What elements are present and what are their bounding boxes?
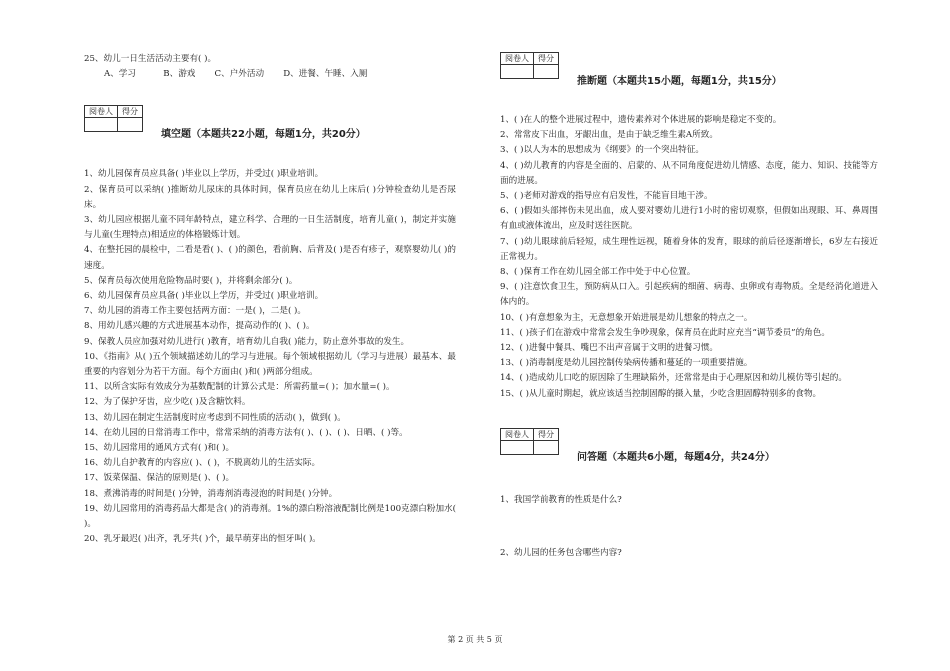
- fill-section-header: [84, 105, 456, 140]
- judge-question: 9、( )注意饮食卫生，预防病从口入。引起疾病的细菌、病毒、虫卵或有毒物质。全是经消化道进入体内的。: [500, 282, 878, 308]
- reviewer-cell: [501, 65, 534, 79]
- fill-question: 14、在幼儿园的日常消毒工作中，常常采纳的消毒方法有( )、( )、( )、日晒、( )等。: [84, 427, 408, 438]
- judge-question: 2、常常皮下出血，牙龈出血，是由于缺乏维生素A所致。: [500, 130, 718, 141]
- fill-question: 10、《指南》从( )五个领域描述幼儿的学习与进展。每个领域根据幼儿（学习与进展）最基本、最重要的内容划分为若干方面。每个方面由( )和( )两部分组成。: [84, 351, 456, 378]
- judge-section-title: 推断题（本题共15小题，每题1分，共15分）: [577, 76, 782, 87]
- qa-section-header: [500, 428, 878, 463]
- fill-question: 16、幼儿自护教育的内容应( )、( )，不脱离幼儿的生活实际。: [84, 458, 321, 469]
- fill-question: 20、乳牙最迟( )出齐，乳牙共( )个，最早萌芽出的恒牙叫( )。: [84, 534, 321, 545]
- fill-question: 12、为了保护牙齿，应少吃( )及含糖饮料。: [84, 397, 251, 408]
- judge-question: 7、( )幼儿眼球前后轻短，成生理性远视，随着身体的发育，眼球的前后径逐渐增长，6岁左右接近正常视力。: [500, 236, 878, 262]
- score-label: 得分: [534, 53, 559, 65]
- fill-question: 6、幼儿园保育员应具备( )毕业以上学历，并受过( )职业培训。: [84, 291, 324, 302]
- score-cell: [534, 440, 559, 454]
- score-box: [84, 105, 143, 132]
- judge-question: 4、( )幼儿教育的内容是全面的、启蒙的、从不同角度促进幼儿情感、态度，能力、知识、技能等方面的进展。: [500, 160, 878, 186]
- judge-question: 12、( )进餐中餐具、嘴巴不出声音属于文明的进餐习惯。: [500, 343, 719, 354]
- reviewer-label: 阅卷人: [85, 106, 118, 118]
- judge-question: 11、( )孩子们在游戏中常常会发生争吵现象，保育员在此时应充当“调节委员”的角色。: [500, 327, 830, 338]
- right-column: [500, 52, 878, 561]
- judge-questions: [500, 113, 878, 402]
- score-box: [500, 52, 559, 79]
- judge-question: 10、( )有意想象为主，无意想象开始进展是幼儿想象的特点之一。: [500, 312, 753, 323]
- fill-question: 5、保育员每次使用危险物品时要( )，并将剩余部分( )。: [84, 275, 298, 286]
- judge-question: 6、( )假如头部摔伤未见出血，成人要对婴幼儿进行1小时的密切观察，但假如出现眼、耳、鼻周围有血或液体流出，应及时送往医院。: [500, 206, 878, 232]
- qa-question: 2、幼儿园的任务包含哪些内容?: [500, 548, 622, 559]
- fill-question: 7、幼儿园的消毒工作主要包括两方面：一是( )，二是( )。: [84, 306, 306, 317]
- fill-question: 4、在整托园的晨检中，二看是看( )、( )的颜色，看前胸、后背及( )是否有疹子，观察婴幼儿( )的速度。: [84, 245, 456, 271]
- fill-section-title: 填空题（本题共22小题，每题1分，共20分）: [161, 129, 366, 141]
- judge-question: 14、( )造成幼儿口吃的原因除了生理缺陷外，还常常是由于心理原因和幼儿模仿等引起的。: [500, 373, 847, 384]
- judge-section-header: [500, 52, 878, 87]
- fill-question: 13、幼儿园在制定生活制度时应考虑到不同性质的活动( )，做到( )。: [84, 412, 346, 423]
- score-box: [500, 428, 559, 455]
- score-label: 得分: [534, 428, 559, 440]
- judge-question: 5、( )老师对游戏的指导应有启发性，不能盲目地干涉。: [500, 191, 713, 202]
- fill-question: 9、保教人员应加强对幼儿进行( )教育，培育幼儿自我( )能力，防止意外事故的发生。: [84, 336, 410, 347]
- qa-question: 1、我国学前教育的性质是什么?: [500, 494, 622, 505]
- left-column: [84, 52, 456, 547]
- score-cell: [534, 65, 559, 79]
- qa-section-title: 问答题（本题共6小题，每题4分，共24分）: [577, 451, 775, 463]
- fill-question: 15、幼儿园常用的通风方式有( )和( )。: [84, 443, 235, 454]
- fill-question: 17、饭菜保温、保洁的原则是( )、( )。: [84, 473, 235, 484]
- reviewer-cell: [85, 118, 118, 132]
- fill-question: 11、以所含实际有效成分为基数配制的计算公式是：所需药量=( )；加水量=( )。: [84, 382, 395, 393]
- fill-question: 1、幼儿园保育员应具备( )毕业以上学历，并受过( )职业培训。: [84, 169, 324, 180]
- reviewer-cell: [501, 440, 534, 454]
- fill-question: 8、用幼儿感兴趣的方式进展基本动作，提高动作的( )、( )。: [84, 321, 315, 332]
- judge-question: 15、( )从儿童时期起，就应该适当控制固醇的摄入量，少吃含胆固醇特别多的食物。: [500, 388, 822, 399]
- fill-question: 2、保育员可以采纳( )推断幼儿尿床的具体时间，保育员应在幼儿上床后( )分钟检查幼儿是否尿床。: [84, 184, 456, 210]
- judge-question: 3、( )以人为本的思想成为《纲要》的一个突出特征。: [500, 145, 704, 156]
- question-25-stem: 25、幼儿一日生活活动主要有( )。: [84, 54, 217, 64]
- judge-question: 8、( )保育工作在幼儿园全部工作中处于中心位置。: [500, 267, 696, 278]
- reviewer-label: 阅卷人: [501, 53, 534, 65]
- question-25-options: A、学习 B、游戏 C、户外活动 D、进餐、午睡、入厕: [104, 69, 368, 80]
- fill-question: 3、幼儿园应根据儿童不同年龄特点，建立科学、合理的一日生活制度，培育儿童( )，制定并实施与儿童(生理特点)相适应的体格锻炼计划。: [84, 215, 456, 241]
- fill-questions: [84, 167, 456, 547]
- judge-question: 13、( )消毒制度是幼儿园控制传染病传播和蔓延的一项重要措施。: [500, 358, 753, 369]
- page-footer: 第 2 页 共 5 页: [447, 635, 503, 644]
- reviewer-label: 阅卷人: [501, 428, 534, 440]
- score-cell: [118, 118, 143, 132]
- score-label: 得分: [118, 106, 143, 118]
- fill-question: 19、幼儿园常用的消毒药品大都是含( )的消毒剂。1%的漂白粉溶液配制比例是100克漂白粉加水( )。: [84, 503, 456, 530]
- judge-question: 1、( )在人的整个进展过程中，遗传素养对个体进展的影响是稳定不变的。: [500, 115, 782, 125]
- fill-question: 18、煮沸消毒的时间是( )分钟，消毒剂消毒浸泡的时间是( )分钟。: [84, 488, 338, 499]
